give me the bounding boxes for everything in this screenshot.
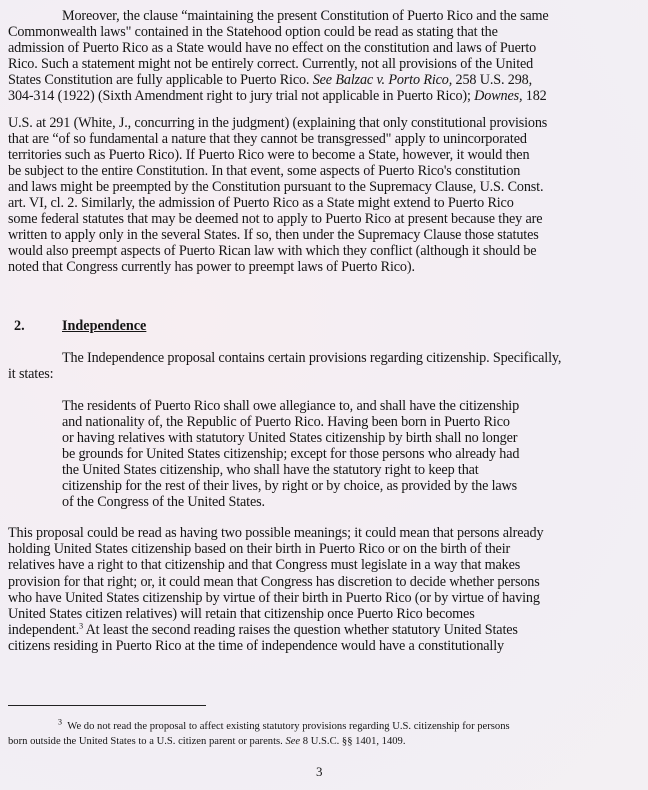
quote-line: and nationality of, the Republic of Puerto Rico. Having been born in Puerto Rico	[62, 414, 510, 430]
footnote-separator	[8, 705, 206, 706]
text-span: 258 U.S. 298,	[452, 72, 533, 88]
section-number: 2.	[14, 318, 25, 334]
text-line: art. VI, cl. 2. Similarly, the admission of Puerto Rico as a State might extend to Puerto Rico	[8, 195, 514, 211]
text-span: 304-314 (1922) (Sixth Amendment right to jury trial not applicable in Puerto Rico);	[8, 88, 475, 104]
section-title: Independence	[62, 318, 147, 334]
footnote-marker: 3	[58, 717, 62, 727]
text-span: States Constitution are fully applicable to Puerto Rico.	[8, 72, 313, 88]
text-line: would also preempt aspects of Puerto Rican law with which they conflict (although it should be	[8, 243, 537, 259]
text-line: Moreover, the clause “maintaining the present Constitution of Puerto Rico and the same	[62, 8, 549, 24]
text-line: and laws might be preempted by the Constitution pursuant to the Supremacy Clause, U.S. Const.	[8, 179, 544, 195]
text-line: written to apply only in the several States. If so, then under the Supremacy Clause those statutes	[8, 227, 539, 243]
text-line: holding United States citizenship based on their birth in Puerto Rico or on the birth of their	[8, 541, 511, 557]
text-span: independent.	[8, 622, 80, 638]
quote-line: citizenship for the rest of their lives, by right or by choice, as provided by the laws	[62, 478, 518, 494]
quote-line: or having relatives with statutory United States citizenship by birth shall no longer	[62, 430, 518, 446]
footnote-line	[8, 735, 406, 748]
text-line: be subject to the entire Constitution. In that event, some aspects of Puerto Rico's constitution	[8, 163, 521, 179]
text-line: some federal statutes that may be deemed not to apply to Puerto Rico at present because they are	[8, 211, 543, 227]
text-line: provision for that right; or, it could mean that Congress has discretion to decide whether persons	[8, 574, 540, 590]
text-line: U.S. at 291 (White, J., concurring in the judgment) (explaining that only constitutional provisions	[8, 115, 548, 131]
text-line: it states:	[8, 366, 54, 382]
case-citation-downes: Downes,	[474, 88, 523, 104]
text-line: citizens residing in Puerto Rico at the time of independence would have a constitutionally	[8, 638, 504, 654]
text-span: 182	[522, 88, 547, 104]
quote-line: The residents of Puerto Rico shall owe allegiance to, and shall have the citizenship	[62, 398, 520, 414]
text-line: United States citizen relatives) will retain that citizenship once Puerto Rico becomes	[8, 606, 475, 622]
text-line	[8, 88, 547, 104]
text-line: relatives have a right to that citizenship and that Congress must legislate in a way that makes	[8, 557, 521, 573]
text-line: The Independence proposal contains certain provisions regarding citizenship. Specifically,	[62, 350, 562, 366]
quote-line: the United States citizenship, who shall have the statutory right to keep that	[62, 462, 479, 478]
footnote-line	[58, 717, 510, 733]
footnote-reference[interactable]: 3	[79, 621, 83, 631]
text-line: territories such as Puerto Rico). If Puerto Rico were to become a State, however, it would then	[8, 147, 530, 163]
quote-line: be grounds for United States citizenship; except for those persons who already had	[62, 446, 520, 462]
text-line: who have United States citizenship by virtue of their birth in Puerto Rico (or by virtue of having	[8, 590, 540, 606]
text-line: Rico. Such a statement might not be entirely correct. Currently, not all provisions of the United	[8, 56, 534, 72]
text-span: born outside the United States to a U.S. citizen parent or parents.	[8, 736, 286, 747]
text-line	[8, 72, 532, 88]
signal-see: See	[285, 736, 301, 747]
page-number: 3	[316, 764, 323, 779]
text-line: noted that Congress currently has power to preempt laws of Puerto Rico).	[8, 259, 415, 275]
text-line: This proposal could be read as having two possible meanings; it could mean that persons already	[8, 525, 544, 541]
text-line	[8, 622, 518, 638]
text-span: At least the second reading raises the question whether statutory United States	[82, 622, 518, 638]
text-span: We do not read the proposal to affect existing statutory provisions regarding U.S. citizenship for persons	[67, 721, 510, 732]
text-line: Commonwealth laws" contained in the Statehood option could be read as stating that the	[8, 24, 498, 40]
text-line: admission of Puerto Rico as a State would have no effect on the constitution and laws of Puerto	[8, 40, 537, 56]
case-citation-balzac: See Balzac v. Porto Rico,	[312, 72, 453, 88]
text-line: that are “of so fundamental a nature that they cannot be transgressed" apply to unincorporated	[8, 131, 527, 147]
text-span: 8 U.S.C. §§ 1401, 1409.	[300, 736, 406, 747]
quote-line: of the Congress of the United States.	[62, 494, 265, 510]
